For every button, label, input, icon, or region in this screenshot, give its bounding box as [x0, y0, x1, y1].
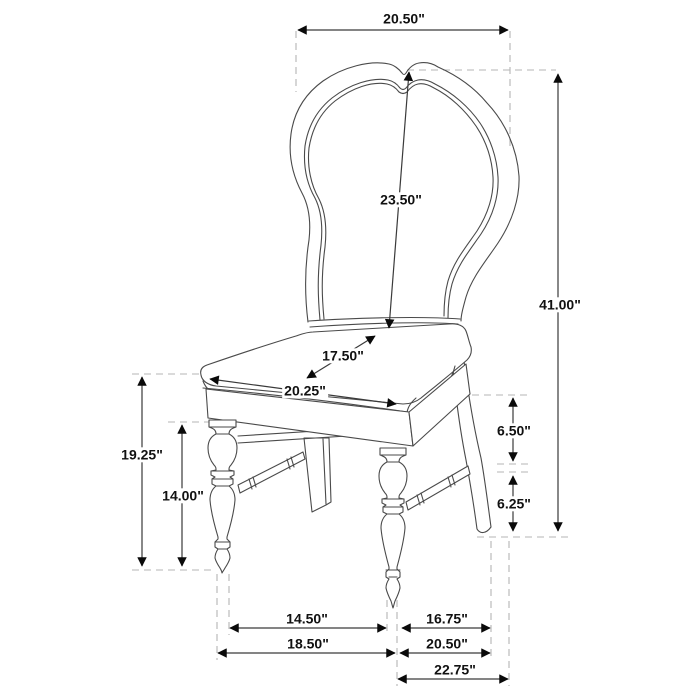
- dim-label-overall-depth: 22.75": [434, 661, 476, 678]
- dim-label-side-legs-outer: 20.50": [426, 635, 468, 652]
- back-left-leg: [304, 438, 331, 512]
- front-legs-and-stretchers: [208, 420, 470, 608]
- dim-label-stretcher-to-floor: 6.25": [497, 495, 531, 512]
- dim-label-seat-to-stretcher: 6.50": [497, 422, 531, 439]
- front-left-leg: [208, 420, 237, 573]
- dim-label-seat-depth: 17.50": [322, 347, 364, 364]
- front-right-leg: [379, 448, 407, 608]
- dim-label-front-leg-height: 14.00": [162, 487, 204, 504]
- right-stretcher: [406, 466, 470, 510]
- dim-label-seat-height: 19.25": [121, 446, 163, 463]
- dim-label-side-legs-inner: 16.75": [426, 610, 468, 627]
- dim-label-back-width: 20.50": [383, 10, 425, 27]
- left-stretcher: [238, 452, 305, 493]
- dim-label-front-legs-inner: 14.50": [286, 610, 328, 627]
- dim-label-back-height: 23.50": [380, 191, 422, 208]
- dim-label-overall-height: 41.00": [539, 296, 581, 313]
- dim-label-front-legs-outer: 18.50": [287, 635, 329, 652]
- dim-label-seat-width: 20.25": [284, 382, 326, 399]
- seat: [201, 324, 472, 446]
